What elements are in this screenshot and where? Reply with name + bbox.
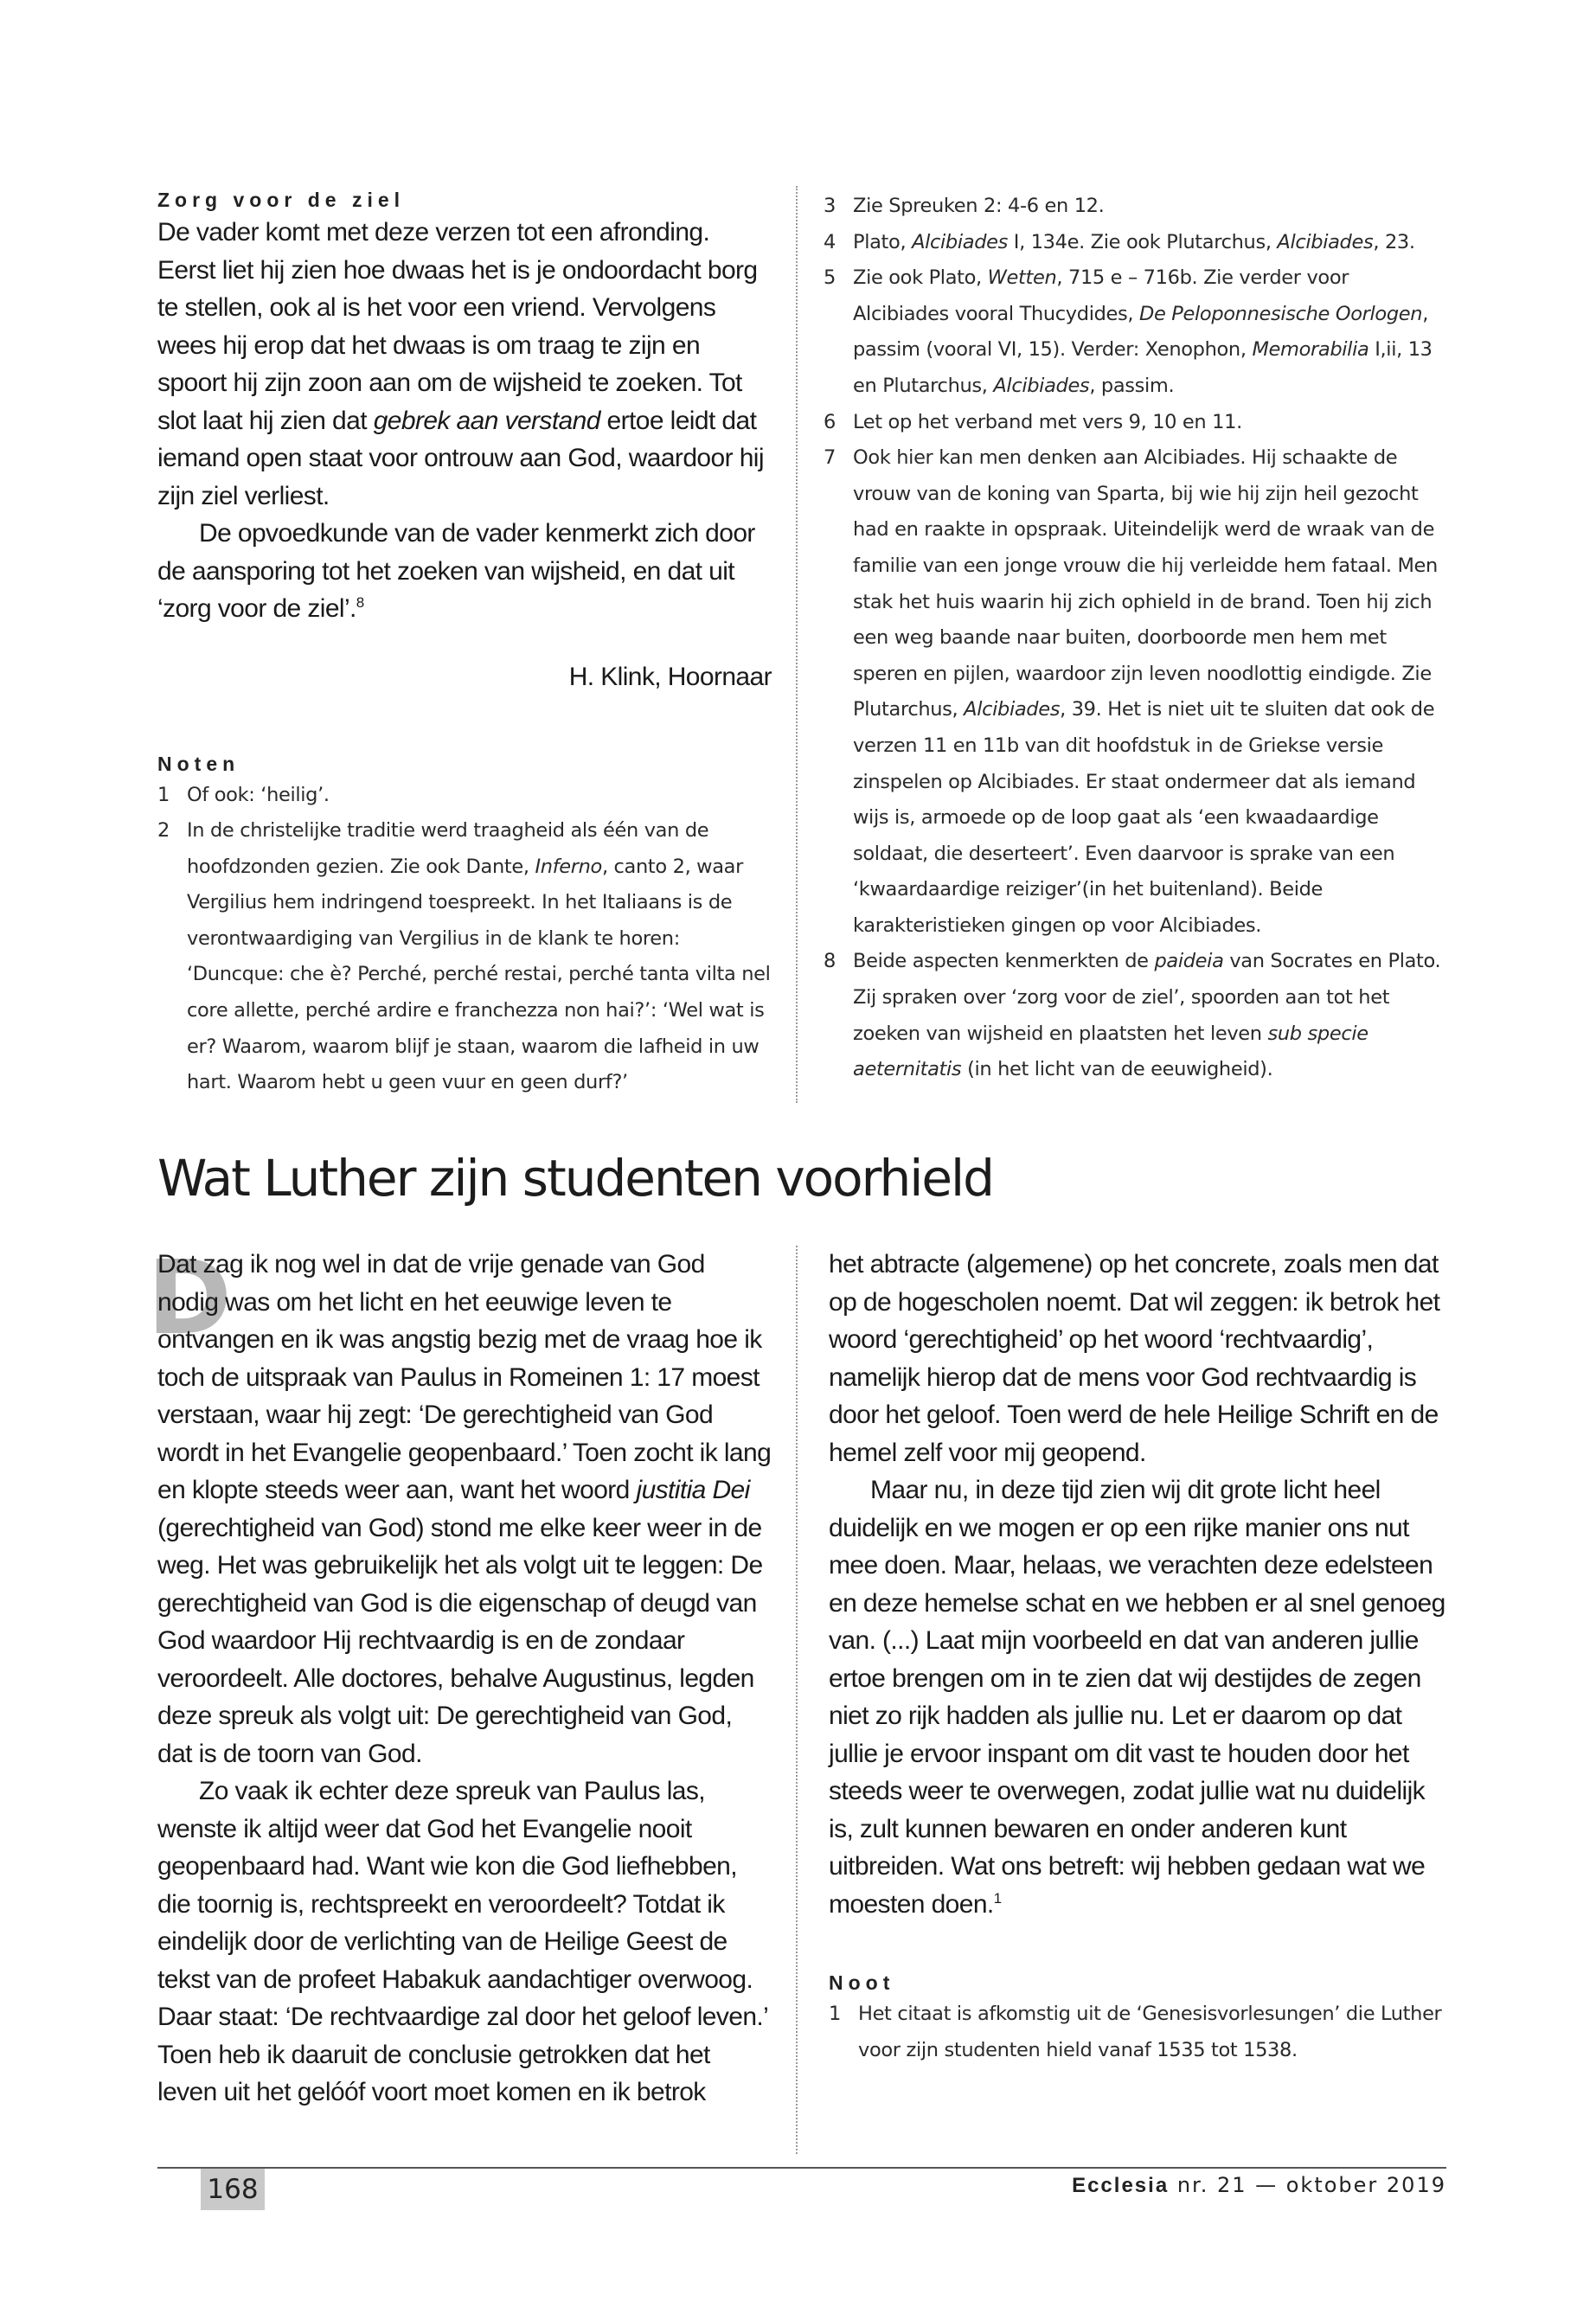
text-run: , 715 e – 716b. Zie verder voor Alcibiades vooral Thucydides, xyxy=(853,266,1349,325)
text-run: Dat zag ik nog wel in dat de vrije genade van God nodig was om het licht en het eeuwige leven te ontvangen en ik was angstig bezig met de vraag hoe ik toch de uitspraak van Paulus in Romeinen 1: 17 moest verstaan, waar hij zegt: ‘De gerechtigheid van God wordt in het Evangelie geopenbaard.’ Toen zocht ik lang en klopte steeds weer aan, want het woord xyxy=(157,1250,772,1504)
text-run: Maar nu, in deze tijd zien wij dit grote licht heel duidelijk en we mogen er op een rijke manier ons nut mee doen. Maar, helaas, we verachten deze edelsteen en deze hemelse schat en we hebben er al snel genoeg van. (...) Laat mijn voorbeeld en dat van anderen jullie ertoe brengen om in te zien dat wij destijdes de zegen niet zo rijk hadden als jullie nu. Let er daarom op dat jullie je ervoor inspant om dit vast te houden door het steeds weer te overwegen, zodat jullie wat nu duidelijk is, zult kunnen bewaren en onder anderen kunt uitbreiden. Wat ons betreft: wij hebben gedaan wat we moesten doen. xyxy=(829,1476,1445,1919)
footnote-number: 7 xyxy=(824,446,836,470)
emphasis: De Peloponnesische Oorlogen xyxy=(1139,302,1423,325)
paragraph xyxy=(157,1246,772,1772)
footnote-list-continued xyxy=(824,189,1446,1088)
footnote xyxy=(157,813,772,1101)
column-divider xyxy=(796,1246,798,2154)
footnote-ref: 8 xyxy=(356,594,364,611)
footnote xyxy=(157,778,772,814)
top-right-column xyxy=(824,189,1446,1088)
paragraph xyxy=(157,515,772,628)
footnote-number: 5 xyxy=(824,266,836,290)
paragraph: Zo vaak ik echter deze spreuk van Paulus las, wenste ik altijd weer dat God het Evangelie nooit geopenbaard had. Want wie kon die God liefhebben, die toornig is, rechtspreekt en veroordeelt? Totdat ik eindelijk door de verlichting van de Heilige Geest de tekst van de profeet Habakuk aandachtiger overwoog. Daar staat: ‘De rechtvaardige zal door het geloof leven.’ Toen heb ik daaruit de conclusie getrokken dat het leven uit het gelóóf voort moet komen en ik betrok xyxy=(157,1777,768,2106)
footnote-text xyxy=(853,440,1446,944)
text-run: , 39. Het is niet uit te sluiten dat ook de verzen 11 en 11b van dit hoofdstuk in de Griekse versie zinspelen op Alcibiades. Er staat ondermeer dat als iemand wijs is, armoede op de loop gaat als ‘een kwaadaardige soldaat, die deserteert’. Even daarvoor is sprake van een ‘kwaardaardige reiziger’(in het buitenland). Beide karakteristieken gingen op voor Alcibiades. xyxy=(853,698,1435,937)
section-heading-noot: Noot xyxy=(829,1971,895,1994)
text-run: Zie ook Plato, xyxy=(853,266,988,290)
text-run: De vader komt met deze verzen tot een afronding. Eerst liet hij zien hoe dwaas het is je ondoordacht borg te stellen, ook al is het voor een vriend. Vervolgens wees hij erop dat het dwaas is om traag te zijn en spoort hij zijn zoon aan om de wijsheid te zoeken. Tot slot laat hij zien dat xyxy=(157,218,758,435)
footnote-text xyxy=(187,813,772,1101)
footnote xyxy=(824,440,1446,944)
emphasis: justitia Dei xyxy=(636,1476,750,1504)
author-signature: H. Klink, Hoornaar xyxy=(568,662,772,691)
text-run: , passim (vooral VI, 15). Verder: Xenophon, xyxy=(853,302,1428,362)
text-run: Ook hier kan men denken aan Alcibiades. Hij schaakte de vrouw van de koning van Sparta, bij wie hij zijn heil gezocht had en raakte in opspraak. Uiteindelijk werd de wraak van de familie van een jonge vrouw die hij verleidde hem fataal. Men stak het huis waarin hij zich ophield in de brand. Toen hij zich een weg baande naar buiten, doorboorde men hem met speren en pijlen, waardoor zijn leven noodlottig eindigde. Zie Plutarchus, xyxy=(853,446,1438,721)
footnote-text: Het citaat is afkomstig uit de ‘Genesisvorlesungen’ die Luther voor zijn studenten hield vanaf 1535 tot 1538. xyxy=(858,2003,1442,2061)
text-run: ertoe leidt dat iemand open staat voor ontrouw aan God, waardoor hij zijn ziel verliest. xyxy=(157,406,764,510)
emphasis: Alcibiades xyxy=(964,698,1061,721)
footnote-text: Let op het verband met vers 9, 10 en 11. xyxy=(853,410,1242,433)
footnote-number: 4 xyxy=(824,230,836,253)
emphasis: paideia xyxy=(1154,950,1224,973)
paragraph xyxy=(829,1471,1446,1923)
footnote xyxy=(824,225,1446,261)
footnote-number: 1 xyxy=(157,783,170,806)
footnote-number: 8 xyxy=(824,950,836,973)
emphasis: Inferno xyxy=(535,855,602,878)
footnote xyxy=(824,260,1446,404)
section-heading-noten: Noten xyxy=(157,752,240,775)
footnote-number: 3 xyxy=(824,195,836,217)
paragraph xyxy=(157,214,772,515)
emphasis: Wetten xyxy=(987,266,1057,290)
footer-rule xyxy=(157,2167,1446,2169)
footnote xyxy=(829,1997,1446,2068)
footnote-text: Of ook: ‘heilig’. xyxy=(187,783,330,806)
emphasis: gebrek aan verstand xyxy=(373,406,600,435)
section-heading-zorg: Zorg voor de ziel xyxy=(157,189,406,211)
text-run: In de christelijke traditie werd traagheid als één van de hoofdzonden gezien. Zie ook Dante, xyxy=(187,819,709,878)
text-run: , 23. xyxy=(1373,230,1415,253)
paragraph: het abtracte (algemene) op het concrete, zoals men dat op de hogescholen noemt. Dat wil zeggen: ik betrok het woord ‘gerechtigheid’ op het woord ‘rechtvaardig’, namelijk hierop dat de mens voor God rechtvaardig is door het geloof. Toen werd de hele Heilige Schrift en de hemel zelf voor mij geopend. xyxy=(829,1250,1440,1467)
drop-cap: D xyxy=(147,1238,232,1357)
issue-info: nr. 21 — oktober 2019 xyxy=(1176,2173,1446,2197)
footnote xyxy=(824,189,1446,225)
text-run: (gerechtigheid van God) stond me elke keer weer in de weg. Het was gebruikelijk het als volgt uit te leggen: De gerechtigheid van God is die eigenschap of deugd van God waardoor Hij rechtvaardig is en de zondaar veroordeelt. Alle doctores, behalve Augustinus, legden deze spreuk als volgt uit: De gerechtigheid van God, dat is de toorn van God. xyxy=(157,1513,763,1768)
emphasis: Alcibiades xyxy=(993,374,1090,397)
text-run: (in het licht van de eeuwigheid). xyxy=(961,1058,1273,1081)
journal-name: Ecclesia xyxy=(1072,2174,1170,2197)
footnote-text xyxy=(853,225,1446,261)
footnote-text: Zie Spreuken 2: 4-6 en 12. xyxy=(853,195,1105,217)
footnote-list xyxy=(157,778,772,1101)
text-run: Plato, xyxy=(853,230,913,253)
column-divider xyxy=(796,186,798,1103)
footnote-text xyxy=(853,260,1446,404)
footnote-number: 6 xyxy=(824,410,836,433)
footnote xyxy=(824,405,1446,441)
top-left-column xyxy=(157,189,772,1101)
footnote-list xyxy=(829,1997,1446,2068)
opening-paragraph xyxy=(147,1238,772,1772)
bottom-right-column xyxy=(829,1246,1446,2068)
journal-issue-line xyxy=(1072,2173,1446,2198)
emphasis: Memorabilia xyxy=(1252,338,1369,362)
article-title: Wat Luther zijn studenten voorhield xyxy=(157,1149,993,1208)
footnote-ref: 1 xyxy=(993,1889,1002,1907)
text-run: , passim. xyxy=(1089,374,1175,397)
text-run: Beide aspecten kenmerkten de xyxy=(853,950,1155,973)
emphasis: sub specie aeternitatis xyxy=(853,1022,1368,1081)
bottom-left-column xyxy=(147,1238,772,2112)
text-run: I, 134e. Zie ook Plutarchus, xyxy=(1008,230,1278,253)
footnote xyxy=(824,944,1446,1087)
page-number: 168 xyxy=(201,2169,265,2210)
footnote-text xyxy=(853,944,1446,1087)
text-run: De opvoedkunde van de vader kenmerkt zich door de aansporing tot het zoeken van wijsheid, en dat uit ‘zorg voor de ziel’. xyxy=(157,519,755,623)
footnote-number: 2 xyxy=(157,819,170,843)
text-run: , canto 2, waar Vergilius hem indringend toespreekt. In het Italiaans is de verontwaardiging van Vergilius in de klank te horen: ‘Duncque: che è? Perché, perché restai, perché tanta vilta nel core allette, perché ardire e franchezza non hai?’: ‘Wel wat is er? Waarom, waarom blijf je staan, waarom die lafheid in uw hart. Waarom hebt u geen vuur en geen durf?’ xyxy=(187,855,771,1094)
text-run: I,ii, 13 en Plutarchus, xyxy=(853,338,1433,397)
text-run: van Socrates en Plato. Zij spraken over ‘zorg voor de ziel’, spoorden aan tot het zoeken van wijsheid en plaatsten het leven xyxy=(853,950,1441,1045)
emphasis: Alcibiades xyxy=(912,230,1008,253)
footnote-number: 1 xyxy=(829,2003,841,2025)
emphasis: Alcibiades xyxy=(1277,230,1374,253)
